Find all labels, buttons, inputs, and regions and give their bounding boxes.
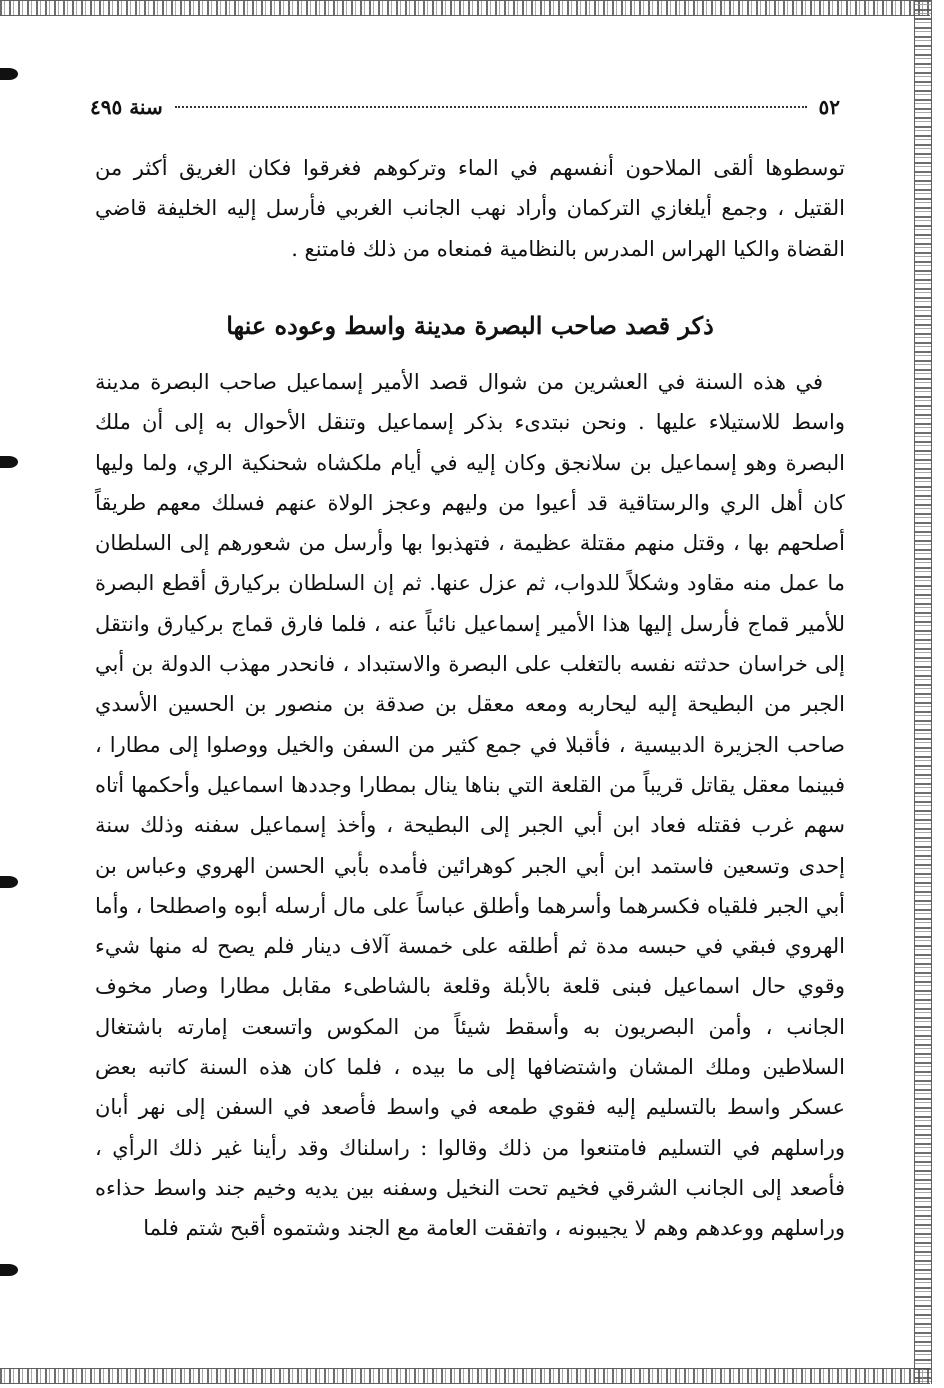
page-header <box>90 92 840 122</box>
binding-mark <box>0 456 18 468</box>
section-heading: ذكر قصد صاحب البصرة مدينة واسط وعوده عنها <box>226 311 714 340</box>
decorative-border-bottom <box>0 1368 930 1384</box>
decorative-border-top <box>0 0 930 16</box>
running-title: سنة ٤٩٥ <box>90 95 163 119</box>
binding-mark <box>0 68 18 80</box>
section-body: في هذه السنة في العشرين من شوال قصد الأمير إسماعيل صاحب البصرة مدينة واسط للاستيلاء عليها . ونحن نبتدىء بذكر إسماعيل وتنقل الأحوال به إلى أن ملك البصرة وهو إسماعيل بن سلانجق وكان إليه في أيام ملكشاه شحنكية الري، ولما وليها كان أهل الري والرستاقية قد أعيوا من وليهم وعجز الولاة عنهم فسلك معهم طريقاً أصلحهم بها ، وقتل منهم مقتلة عظيمة ، فتهذبوا بها وأرسل من شعورهم إلى السلطان ما عمل منه مقاود وشكلاً للدواب، ثم عزل عنها. ثم إن السلطان بركيارق أقطع البصرة للأمير قماج فأرسل إليها هذا الأمير إسماعيل نائباً عنه ، فلما فارق قماج بركيارق وانتقل إلى خراسان حدثته نفسه بالتغلب على البصرة والاستبداد ، فانحدر مهذب الدولة بن أبي الجبر من البطيحة إليه ليحاربه ومعه معقل بن صدقة بن منصور بن الحسين الأسدي صاحب الجزيرة الدبيسية ، فأقبلا في جمع كثير من السفن والخيل ووصلوا إلى مطارا ، فبينما معقل يقاتل قريباً من القلعة التي بناها ينال بمطارا وجددها اسماعيل وأحكمها أتاه سهم غرب فقتله فعاد ابن أبي الجبر إلى البطيحة ، وأخذ إسماعيل سفنه وذلك سنة إحدى وتسعين فاستمد ابن أبي الجبر كوهرائين فأمده بأبي الحسن الهروي وعباس بن أبي الجبر فلقياه فكسرهما وأسرهما وأطلق عباساً على مال أرسله أبوه واصطلحا ، وأما الهروي فبقي في حبسه مدة ثم أطلقه على خمسة آلاف دينار فلم يصح له منها شيء وقوي حال اسماعيل فبنى قلعة بالأبلة وقلعة بالشاطىء مقابل مطارا وصار مخوف الجانب ، وأمن البصريون به وأسقط شيئاً من المكوس واتسعت إمارته باشتغال السلاطين وملك المشان واشتضافها إلى ما بيده ، فلما كان هذه السنة كاتبه بعض عسكر واسط بالتسليم إليه فقوي طمعه في واسط فأصعد في السفن إلى نهر أبان وراسلهم في التسليم فامتنعوا من ذلك وقالوا : راسلناك وقد رأينا غير ذلك الرأي ، فأصعد إلى الجانب الشرقي فخيم تحت النخيل وسفنه بين يديه وخيم جند واسط حذاءه وراسلهم ووعدهم وهم لا يجيبونه ، واتفقت العامة مع الجند وشتموه أقبح شتم فلما <box>95 370 845 1241</box>
header-dotted-leader <box>175 106 807 108</box>
paragraph: توسطوها ألقى الملاحون أنفسهم في الماء وتركوهم فغرقوا فكان الغريق أكثر من القتيل ، وجمع أيلغازي التركمان وأراد نهب الجانب الغربي فأرسل إليه الخليفة قاضي القضاة والكيا الهراس المدرس بالنظامية فمنعاه من ذلك فامتنع . <box>95 156 845 261</box>
page-number: ٥٢ <box>818 95 840 119</box>
binding-mark <box>0 876 18 888</box>
binding-mark <box>0 1264 18 1276</box>
decorative-border-right <box>914 0 932 1384</box>
